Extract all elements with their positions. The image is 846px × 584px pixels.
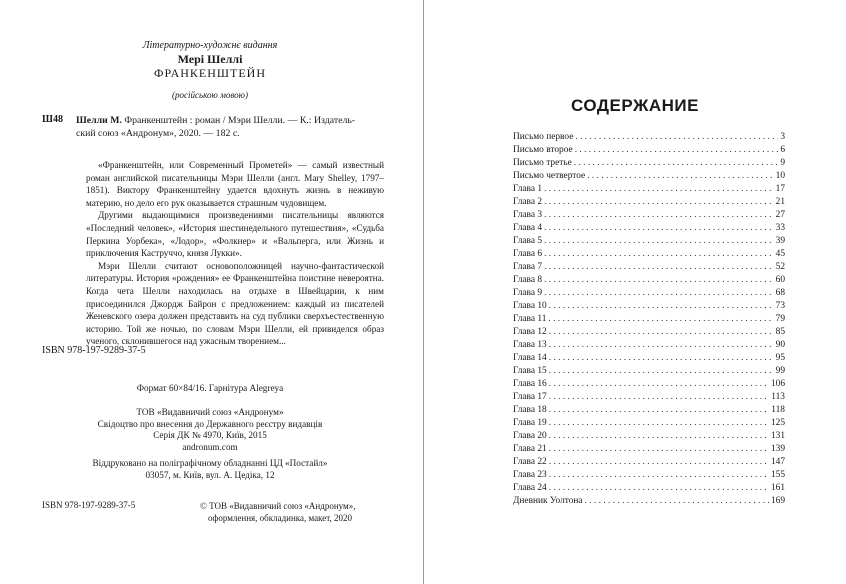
toc-entry-page: 85: [775, 327, 785, 338]
toc-leader-dots: [587, 170, 773, 183]
annotation-paragraph: Мэри Шелли считают основоположницей научно-фантастической литературы. История «рождения» ее Франкенштейна поистине невероятна. Когда чета Шелли находилась на отдыхе в Швейцарии, к ним присоединился Джордж Байрон с предложением: каждый из писателей Женевского озера должен представить на суд публики сверхъестественную историю. Той же ночью, по словам Мэри Шелли, ей привиделся образ ученого, склонившегося над ужасным творением...: [86, 260, 384, 347]
toc-leader-dots: [549, 443, 769, 456]
toc-entry-label: Письмо четвертое: [513, 171, 586, 182]
toc-entry-label: Глава 9: [513, 288, 543, 299]
toc-leader-dots: [574, 157, 779, 170]
toc-leader-dots: [544, 235, 774, 248]
toc-entry-label: Глава 24: [513, 483, 547, 494]
toc-entry-label: Глава 7: [513, 262, 543, 273]
toc-entry[interactable]: [513, 261, 785, 274]
toc-entry-page: 10: [775, 171, 785, 182]
publisher-line: andronum.com: [182, 441, 238, 452]
toc-leader-dots: [575, 144, 779, 157]
toc-entry-label: Глава 23: [513, 470, 547, 481]
copyright-line: оформлення, обкладинка, макет, 2020: [208, 513, 353, 523]
toc-leader-dots: [549, 456, 769, 469]
toc-entry[interactable]: [513, 378, 785, 391]
toc-entry-label: Глава 13: [513, 340, 547, 351]
toc-leader-dots: [549, 404, 770, 417]
toc-entry[interactable]: [513, 365, 785, 378]
toc-leader-dots: [544, 222, 774, 235]
toc-entry-page: 155: [770, 470, 785, 481]
biblio-author: Шелли М.: [76, 115, 122, 126]
toc-entry[interactable]: [513, 170, 785, 183]
copyright-line: © ТОВ «Видавничий союз «Андронум»,: [200, 501, 356, 511]
toc-leader-dots: [549, 300, 774, 313]
biblio-text-2: ский союз «Андронум», 2020. — 182 с.: [76, 128, 240, 139]
toc-leader-dots: [544, 183, 774, 196]
toc-entry[interactable]: [513, 300, 785, 313]
toc-entry[interactable]: [513, 443, 785, 456]
annotation: [86, 159, 384, 348]
toc-entry[interactable]: [513, 391, 785, 404]
toc-entry-page: 147: [770, 457, 785, 468]
annotation-paragraph: Другими выдающимися произведениями писательницы являются «Последний человек», «История шестинедельного путешествия», «Судьба Перкина Уорбека», «Лодор», «Фолкнер» и «Вальперга, или Жизнь и приключения Каструччо, князя Лукки».: [86, 210, 384, 259]
isbn-footer: ISBN 978-197-9289-37-5: [42, 500, 136, 510]
toc-entry[interactable]: [513, 313, 785, 326]
toc-entry[interactable]: [513, 183, 785, 196]
toc-entry-page: 68: [775, 288, 785, 299]
toc-entry-page: 95: [775, 353, 785, 364]
copyright-block: [200, 500, 390, 524]
toc-entry-label: Глава 10: [513, 301, 547, 312]
toc-entry-label: Письмо первое: [513, 132, 574, 142]
bibliographic-record: [76, 114, 384, 140]
toc-entry-page: 161: [770, 483, 785, 494]
printer-block: [80, 458, 340, 481]
toc-entry-page: 21: [775, 197, 785, 208]
toc-leader-dots: [544, 248, 774, 261]
publisher-line: Серія ДК № 4970, Київ, 2015: [153, 430, 267, 440]
toc-leader-dots: [544, 196, 774, 209]
toc-entry-label: Глава 5: [513, 236, 543, 247]
toc-entry-label: Глава 1: [513, 184, 543, 195]
toc-entry[interactable]: [513, 326, 785, 339]
toc-entry-label: Глава 11: [513, 314, 547, 325]
biblio-text-1: Франкенштейн : роман / Мэри Шелли. — К.: Издатель-: [124, 115, 356, 126]
toc-entry-page: 33: [775, 223, 785, 234]
toc-entry-label: Дневник Уолтона: [513, 496, 583, 507]
toc-entry[interactable]: [513, 222, 785, 235]
toc-entry-label: Письмо третье: [513, 158, 572, 169]
toc-entry[interactable]: [513, 287, 785, 300]
toc-leader-dots: [548, 313, 773, 326]
toc-entry[interactable]: [513, 209, 785, 222]
toc-entry[interactable]: [513, 196, 785, 209]
toc-entry-label: Глава 14: [513, 353, 547, 364]
toc-entry-page: 79: [775, 314, 785, 325]
toc-entry-page: 113: [771, 392, 785, 403]
isbn-main: ISBN 978-197-9289-37-5: [42, 345, 146, 356]
format-line: Формат 60×84/16. Гарнітура Alegreya: [136, 383, 284, 393]
toc-entry[interactable]: [513, 495, 785, 508]
publisher-block: [80, 407, 340, 453]
classification-code: Ш48: [42, 114, 63, 125]
toc-entry[interactable]: [513, 131, 785, 144]
toc-entry-page: 106: [770, 379, 785, 390]
book-title: ФРАНКЕНШТЕЙН: [153, 66, 267, 80]
toc-entry-label: Глава 18: [513, 405, 547, 416]
contents-heading: СОДЕРЖАНИЕ: [571, 96, 699, 115]
toc-leader-dots: [544, 274, 774, 287]
toc-entry-label: Глава 8: [513, 275, 543, 286]
printer-line: 03057, м. Київ, вул. А. Цедіка, 12: [145, 469, 275, 480]
toc-leader-dots: [544, 261, 774, 274]
toc-entry-label: Глава 21: [513, 444, 547, 455]
toc-leader-dots: [585, 495, 769, 508]
toc-entry[interactable]: [513, 404, 785, 417]
toc-leader-dots: [575, 131, 778, 144]
toc-entry-page: 73: [775, 301, 785, 312]
annotation-paragraph: «Франкенштейн, или Современный Прометей» — самый известный роман английской писательницы Мэри Шелли (англ. Mary Shelley, 1797–1851). Виктору Франкенштейну удается вдохнуть жизнь в неживую материю, но дело его рук оказывается страшным чудовищем.: [86, 160, 384, 208]
toc-leader-dots: [549, 417, 769, 430]
toc-entry-page: 118: [771, 405, 785, 416]
printer-line: Віддруковано на поліграфічному обладнанні ЦД «Постайл»: [92, 458, 328, 468]
toc-entry-label: Глава 4: [513, 223, 543, 234]
toc-entry[interactable]: [513, 274, 785, 287]
toc-leader-dots: [549, 482, 769, 495]
toc-entry-page: 6: [780, 145, 785, 156]
language-note: (російською мовою): [172, 90, 248, 100]
table-of-contents: [513, 131, 785, 508]
series-label: Літературно-художнє видання: [142, 40, 278, 51]
toc-entry-label: Глава 22: [513, 457, 547, 468]
toc-leader-dots: [544, 287, 774, 300]
toc-entry[interactable]: [513, 339, 785, 352]
toc-entry-page: 27: [775, 210, 785, 221]
toc-entry-page: 139: [770, 444, 785, 455]
toc-leader-dots: [549, 430, 769, 443]
toc-leader-dots: [549, 365, 774, 378]
toc-entry-page: 9: [780, 158, 785, 169]
toc-leader-dots: [549, 326, 774, 339]
toc-entry-label: Глава 15: [513, 366, 547, 377]
toc-entry-label: Глава 17: [513, 392, 547, 403]
toc-entry[interactable]: [513, 352, 785, 365]
toc-entry-page: 131: [770, 431, 785, 442]
toc-entry[interactable]: [513, 235, 785, 248]
toc-entry-label: Глава 12: [513, 327, 547, 338]
toc-leader-dots: [544, 209, 774, 222]
author-name: Мері Шеллі: [177, 52, 243, 66]
toc-entry-label: Глава 3: [513, 210, 543, 221]
publisher-line: Свідоцтво про внесення до Державного реєстру видавців: [97, 418, 323, 429]
toc-leader-dots: [549, 339, 774, 352]
toc-entry[interactable]: [513, 248, 785, 261]
toc-entry-page: 99: [775, 366, 785, 377]
toc-entry-page: 45: [775, 249, 785, 260]
toc-entry-label: Глава 16: [513, 379, 547, 390]
toc-entry-page: 52: [775, 262, 785, 273]
toc-entry-page: 39: [775, 236, 785, 247]
toc-leader-dots: [549, 352, 774, 365]
toc-entry-page: 3: [780, 132, 785, 142]
toc-entry-page: 169: [770, 496, 785, 507]
publisher-line: ТОВ «Видавничий союз «Андронум»: [136, 407, 284, 417]
toc-leader-dots: [549, 378, 769, 391]
toc-entry-label: Глава 2: [513, 197, 543, 208]
toc-entry[interactable]: [513, 144, 785, 157]
toc-entry-page: 90: [775, 340, 785, 351]
toc-entry-page: 17: [775, 184, 785, 195]
toc-entry-label: Письмо второе: [513, 145, 573, 156]
toc-entry[interactable]: [513, 430, 785, 443]
toc-entry-label: Глава 19: [513, 418, 547, 429]
toc-entry[interactable]: [513, 469, 785, 482]
toc-entry-page: 125: [770, 418, 785, 429]
toc-entry-label: Глава 6: [513, 249, 543, 260]
toc-entry[interactable]: [513, 482, 785, 495]
right-page: [424, 0, 846, 584]
toc-entry[interactable]: [513, 417, 785, 430]
toc-leader-dots: [549, 391, 770, 404]
toc-entry-page: 60: [775, 275, 785, 286]
toc-entry[interactable]: [513, 456, 785, 469]
toc-entry[interactable]: [513, 157, 785, 170]
toc-leader-dots: [549, 469, 769, 482]
toc-entry-label: Глава 20: [513, 431, 547, 442]
